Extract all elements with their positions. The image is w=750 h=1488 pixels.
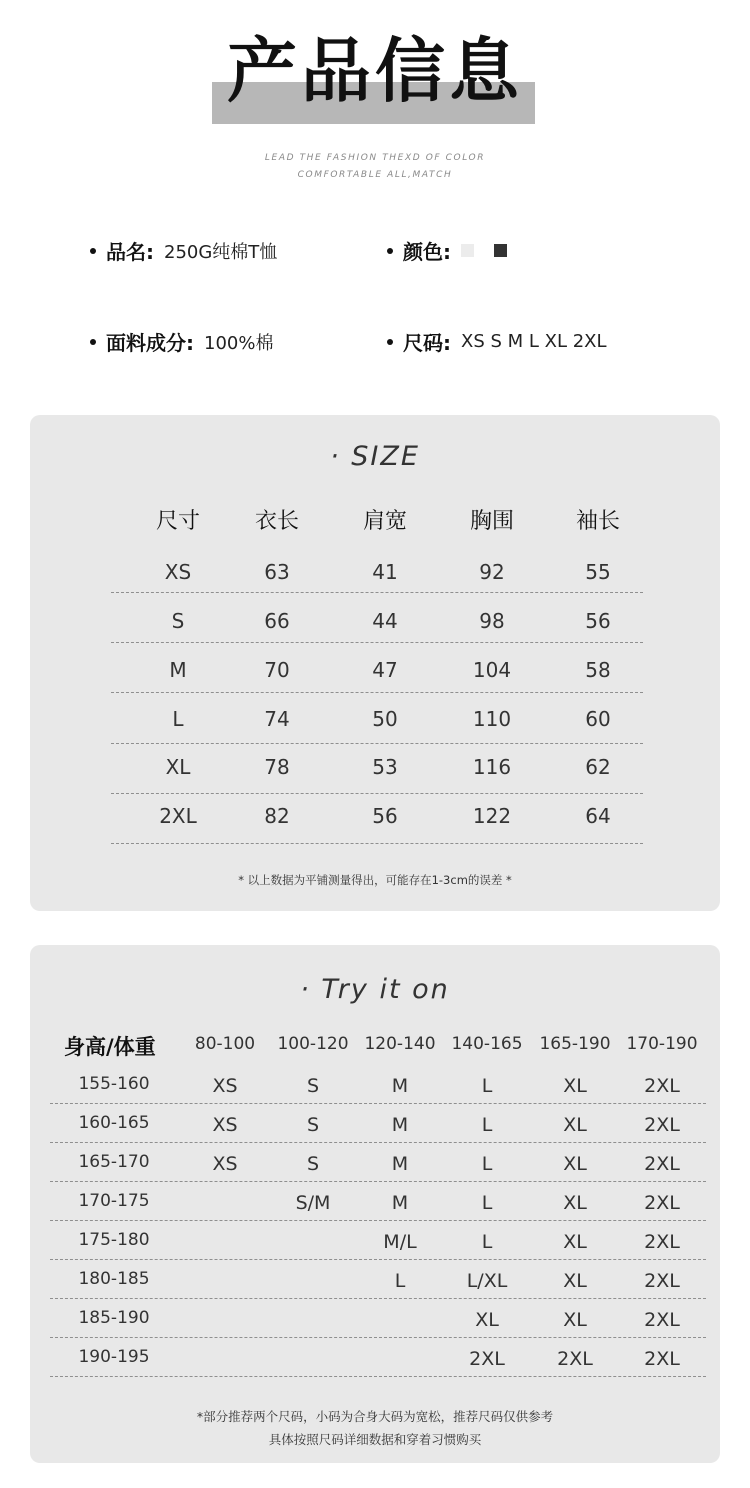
try-on-note-2: 具体按照尺码详细数据和穿着习惯购买	[268, 1432, 482, 1447]
size-table-cell: 2XL	[159, 804, 197, 828]
recommended-size-cell: 2XL	[644, 1114, 680, 1136]
size-table-cell: M	[169, 658, 187, 682]
recommended-size-cell: L	[481, 1153, 493, 1175]
bullet-icon	[90, 248, 96, 254]
size-header-cell: 衣长	[254, 509, 299, 534]
size-table-cell: 56	[372, 804, 398, 828]
size-table-cell: 56	[585, 609, 611, 633]
recommended-size-cell: M	[391, 1075, 409, 1097]
size-header-cell: 胸围	[469, 509, 514, 534]
row-divider	[111, 843, 643, 844]
size-table-cell: 64	[585, 804, 611, 828]
recommended-size-cell: M	[391, 1153, 409, 1175]
try-on-title: · Try it on	[300, 974, 450, 1005]
bullet-icon	[90, 339, 96, 345]
size-table-cell: 70	[264, 658, 290, 682]
height-row-label: 160-165	[78, 1113, 150, 1133]
recommended-size-cell: L	[481, 1192, 493, 1214]
size-row	[387, 327, 607, 356]
recommended-size-cell: XS	[212, 1075, 238, 1097]
recommended-size-cell: XL	[475, 1309, 499, 1331]
product-name-label: 品名:	[106, 240, 154, 264]
recommended-size-cell: XL	[563, 1114, 587, 1136]
recommended-size-cell: XL	[563, 1270, 587, 1292]
size-table-cell: 53	[372, 755, 398, 779]
recommended-size-cell: S	[306, 1153, 320, 1175]
color-row	[387, 236, 527, 265]
bullet-icon	[387, 248, 393, 254]
size-table-cell: XS	[164, 560, 192, 584]
subtitle-line-2: COMFORTABLE ALL,MATCH	[297, 170, 453, 180]
row-divider	[50, 1142, 706, 1143]
row-divider	[50, 1298, 706, 1299]
row-divider	[50, 1376, 706, 1377]
size-header-cell: 袖长	[575, 509, 620, 534]
height-weight-label: 身高/体重	[64, 1035, 156, 1059]
size-table-cell: 58	[585, 658, 611, 682]
row-divider	[50, 1181, 706, 1182]
recommended-size-cell: M	[391, 1192, 409, 1214]
row-divider	[50, 1220, 706, 1221]
product-name-row	[90, 236, 277, 265]
height-row-label: 190-195	[78, 1347, 150, 1367]
row-divider	[50, 1103, 706, 1104]
recommended-size-cell: XL	[563, 1075, 587, 1097]
recommended-size-cell: 2XL	[644, 1309, 680, 1331]
row-divider	[50, 1259, 706, 1260]
recommended-size-cell: XL	[563, 1231, 587, 1253]
size-table-cell: XL	[165, 755, 191, 779]
size-table-cell: 110	[472, 707, 512, 731]
weight-header-cell: 140-165	[451, 1034, 523, 1054]
fabric-value: 100%棉	[204, 332, 274, 354]
size-table-cell: 122	[472, 804, 512, 828]
size-table-cell: 60	[585, 707, 611, 731]
size-table-cell: 55	[585, 560, 611, 584]
size-table-cell: 62	[585, 755, 611, 779]
size-label: 尺码:	[403, 331, 451, 355]
size-table-cell: 47	[372, 658, 398, 682]
recommended-size-cell: L/XL	[466, 1270, 508, 1292]
recommended-size-cell: 2XL	[557, 1348, 593, 1370]
row-divider	[111, 793, 643, 794]
size-table-cell: 74	[264, 707, 290, 731]
fabric-label: 面料成分:	[106, 331, 194, 355]
color-swatch-light	[461, 244, 474, 257]
row-divider	[50, 1337, 706, 1338]
recommended-size-cell: XL	[563, 1309, 587, 1331]
size-chart-title: · SIZE	[330, 441, 420, 472]
weight-header-cell: 170-190	[626, 1034, 698, 1054]
recommended-size-cell: L	[481, 1231, 493, 1253]
recommended-size-cell: XL	[563, 1153, 587, 1175]
product-name-value: 250G纯棉T恤	[164, 241, 278, 263]
size-table-cell: 63	[264, 560, 290, 584]
size-table-cell: 50	[372, 707, 398, 731]
color-swatch-dark	[494, 244, 507, 257]
size-value: XS S M L XL 2XL	[461, 331, 607, 352]
subtitle-line-1: LEAD THE FASHION THEXD OF COLOR	[264, 153, 486, 163]
height-row-label: 155-160	[78, 1074, 150, 1094]
recommended-size-cell: S	[306, 1114, 320, 1136]
recommended-size-cell: XL	[563, 1192, 587, 1214]
size-table-cell: 104	[472, 658, 512, 682]
recommended-size-cell: 2XL	[644, 1075, 680, 1097]
weight-header-cell: 80-100	[194, 1034, 256, 1054]
recommended-size-cell: 2XL	[469, 1348, 505, 1370]
size-table-cell: 78	[264, 755, 290, 779]
recommended-size-cell: S/M	[295, 1192, 331, 1214]
size-table-cell: 98	[479, 609, 505, 633]
weight-header-cell: 120-140	[364, 1034, 436, 1054]
recommended-size-cell: L	[481, 1114, 493, 1136]
weight-header-cell: 165-190	[539, 1034, 611, 1054]
fabric-row	[90, 327, 273, 356]
size-header-cell: 尺寸	[155, 509, 200, 534]
recommended-size-cell: L	[394, 1270, 406, 1292]
recommended-size-cell: 2XL	[644, 1192, 680, 1214]
row-divider	[111, 692, 643, 693]
row-divider	[111, 592, 643, 593]
recommended-size-cell: S	[306, 1075, 320, 1097]
size-table-cell: 44	[372, 609, 398, 633]
size-table-cell: 66	[264, 609, 290, 633]
size-table-cell: L	[172, 707, 184, 731]
size-table-cell: 82	[264, 804, 290, 828]
recommended-size-cell: XS	[212, 1153, 238, 1175]
recommended-size-cell: XS	[212, 1114, 238, 1136]
color-label: 颜色:	[403, 240, 451, 264]
try-on-note-1: *部分推荐两个尺码，小码为合身大码为宽松，推荐尺码仅供参考	[196, 1409, 554, 1424]
size-table-cell: 92	[479, 560, 505, 584]
bullet-icon	[387, 339, 393, 345]
page-title: 产品信息	[227, 30, 523, 112]
size-table-cell: 116	[472, 755, 512, 779]
recommended-size-cell: 2XL	[644, 1348, 680, 1370]
recommended-size-cell: 2XL	[644, 1231, 680, 1253]
row-divider	[111, 642, 643, 643]
height-row-label: 175-180	[78, 1230, 150, 1250]
size-table-cell: 41	[372, 560, 398, 584]
recommended-size-cell: 2XL	[644, 1270, 680, 1292]
height-row-label: 185-190	[78, 1308, 150, 1328]
weight-header-cell: 100-120	[277, 1034, 349, 1054]
recommended-size-cell: M/L	[383, 1231, 417, 1253]
height-row-label: 165-170	[78, 1152, 150, 1172]
recommended-size-cell: L	[481, 1075, 493, 1097]
size-table-cell: S	[171, 609, 185, 633]
row-divider	[111, 743, 643, 744]
height-row-label: 170-175	[78, 1191, 150, 1211]
size-header-cell: 肩宽	[362, 509, 407, 534]
height-row-label: 180-185	[78, 1269, 150, 1289]
recommended-size-cell: M	[391, 1114, 409, 1136]
recommended-size-cell: 2XL	[644, 1153, 680, 1175]
size-chart-note: * 以上数据为平铺测量得出，可能存在1-3cm的误差 *	[238, 873, 512, 887]
